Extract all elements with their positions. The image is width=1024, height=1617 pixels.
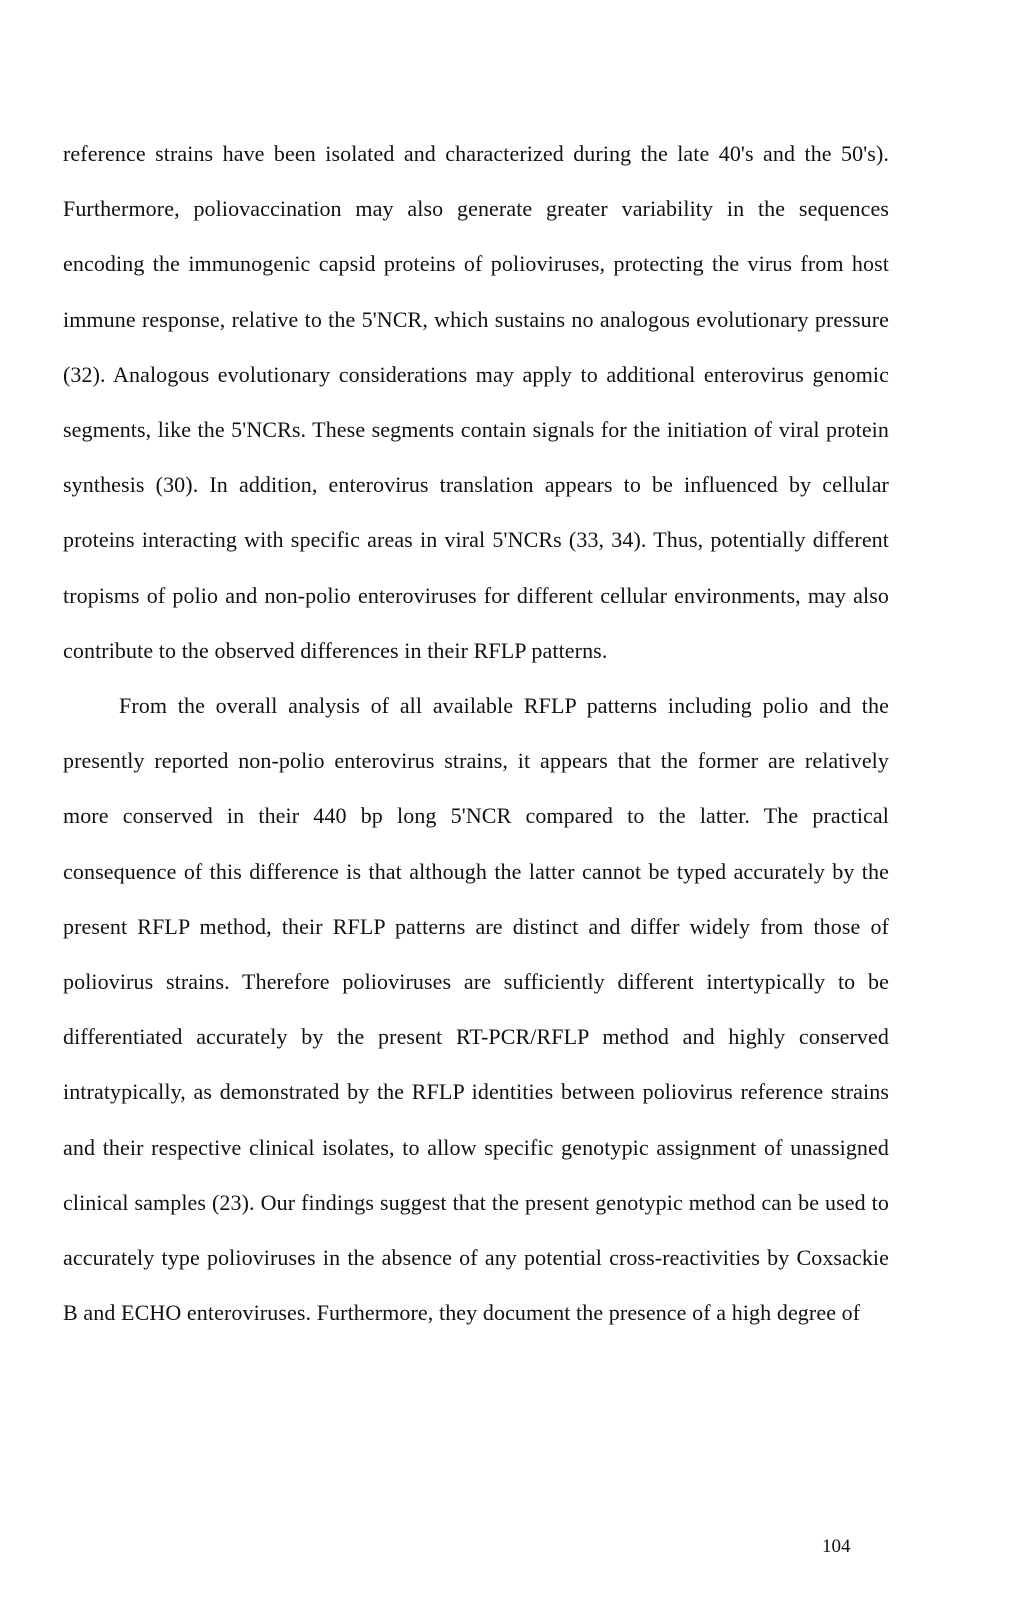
paragraph-2: From the overall analysis of all available RFLP patterns including polio and the presently reported non-polio enterovirus strains, it appears that the former are relatively more conserved in their 440 bp long 5'NCR compared to the latter. The practical consequence of this difference is that although the latter cannot be typed accurately by the present RFLP method, their RFLP patterns are distinct and differ widely from those of poliovirus strains. Therefore polioviruses are sufficiently different intertypically to be differentiated accurately by the present RT-PCR/RFLP method and highly conserved intratypically, as demonstrated by the RFLP identities between poliovirus reference strains and their respective clinical isolates, to allow specific genotypic assignment of unassigned clinical samples (23). Our findings suggest that the present genotypic method can be used to accurately type polioviruses in the absence of any potential cross-reactivities by Coxsackie B and ECHO enteroviruses. Furthermore, they document the presence of a high degree of bbox=[63, 693, 889, 1326]
paragraph-1: reference strains have been isolated and characterized during the late 40's and the 50's). Furthermore, poliovaccination may also generate greater variability in the sequences encoding the immunogenic capsid proteins of polioviruses, protecting the virus from host immune response, relative to the 5'NCR, which sustains no analogous evolutionary pressure (32). Analogous evolutionary considerations may apply to additional enterovirus genomic segments, like the 5'NCRs. These segments contain signals for the initiation of viral protein synthesis (30). In addition, enterovirus translation appears to be influenced by cellular proteins interacting with specific areas in viral 5'NCRs (33, 34). Thus, potentially different tropisms of polio and non-polio enteroviruses for different cellular environments, may also contribute to the observed differences in their RFLP patterns. bbox=[63, 141, 889, 663]
body-text bbox=[63, 126, 889, 1340]
page-number: 104 bbox=[822, 1536, 851, 1557]
